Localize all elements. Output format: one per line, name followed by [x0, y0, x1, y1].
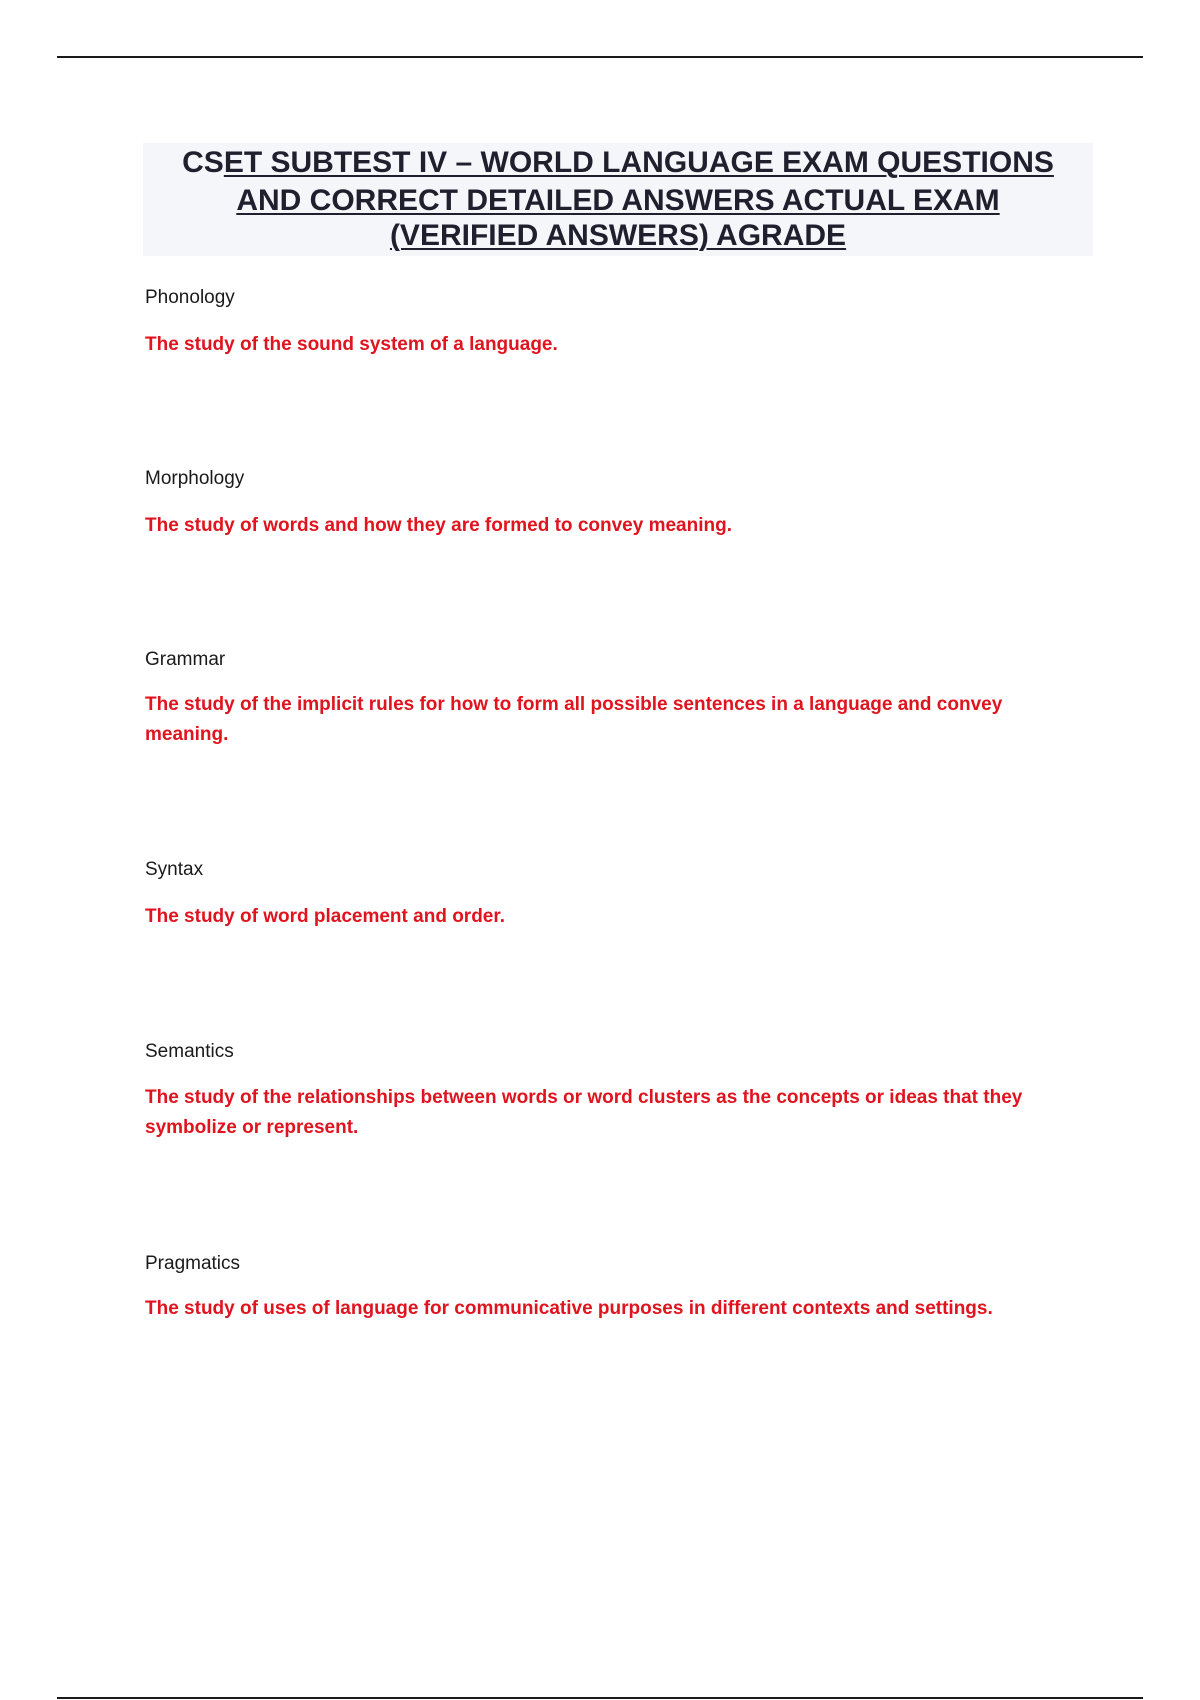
definition-semantics: The study of the relationships between words or word clusters as the concepts or ideas that they symbolize or represent.	[145, 1087, 1023, 1138]
term-syntax: Syntax	[145, 859, 204, 880]
definition-morphology: The study of words and how they are formed to convey meaning.	[145, 515, 732, 536]
term-pragmatics: Pragmatics	[145, 1253, 241, 1274]
term-morphology: Morphology	[145, 468, 245, 489]
title-line-2-underlined: AND CORRECT DETAILED ANSWERS ACTUAL EXAM	[236, 184, 1000, 217]
top-rule	[57, 56, 1143, 58]
term-phonology: Phonology	[145, 287, 235, 308]
title-line-3-underlined: (VERIFIED ANSWERS) AGRADE	[389, 219, 847, 252]
document-title	[143, 143, 1093, 256]
definition-syntax: The study of word placement and order.	[145, 906, 505, 927]
term-semantics: Semantics	[145, 1041, 234, 1062]
title-line-1-underlined: ET SUBTEST IV – WORLD LANGUAGE EXAM QUESTIONS	[223, 146, 1054, 179]
definition-grammar: The study of the implicit rules for how to form all possible sentences in a language and convey meaning.	[145, 694, 1003, 745]
title-line-3	[143, 218, 1093, 254]
title-line-2	[143, 183, 1093, 219]
bottom-rule	[57, 1697, 1143, 1699]
title-line-1-pre: CS	[182, 146, 224, 179]
definition-phonology: The study of the sound system of a language.	[145, 334, 558, 355]
definition-pragmatics: The study of uses of language for communicative purposes in different contexts and settings.	[145, 1298, 993, 1319]
term-grammar: Grammar	[145, 649, 226, 670]
title-line-1	[143, 145, 1093, 181]
